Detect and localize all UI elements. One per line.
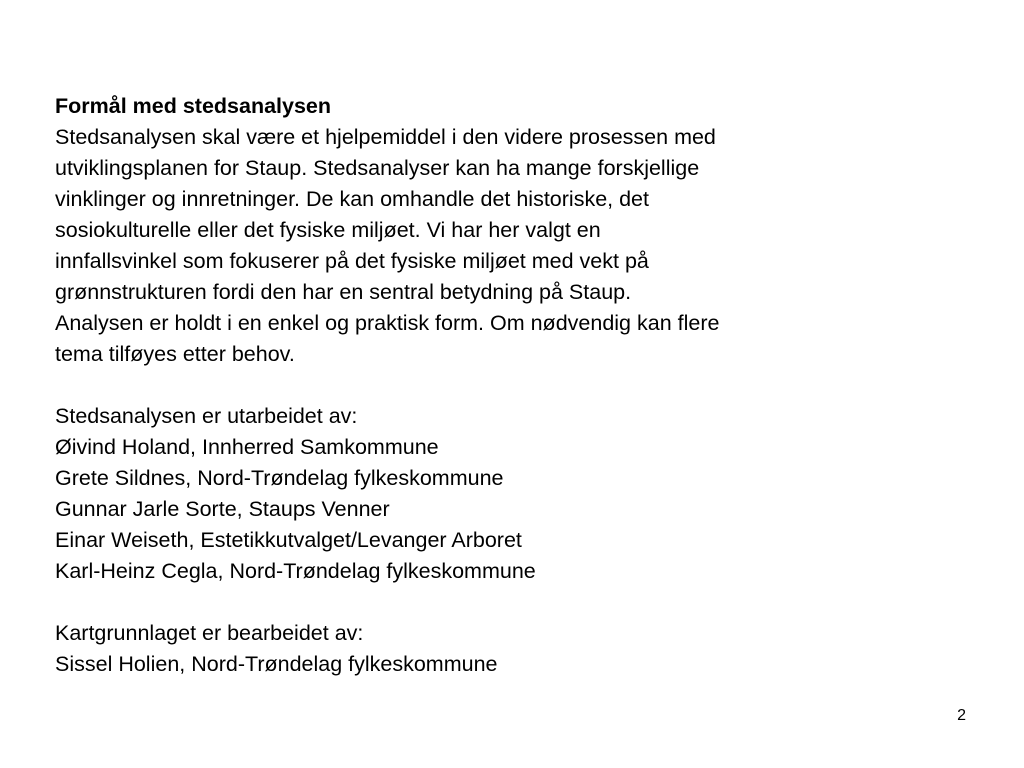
purpose-line: sosiokulturelle eller det fysiske miljøet. Vi har her valgt en: [55, 218, 601, 242]
purpose-line: utviklingsplanen for Staup. Stedsanalyser kan ha mange forskjellige: [55, 156, 700, 180]
author-line: Grete Sildnes, Nord-Trøndelag fylkeskommune: [55, 466, 504, 490]
paragraph-spacer: [55, 587, 955, 618]
author-line: Øivind Holand, Innherred Samkommune: [55, 435, 439, 459]
purpose-line: innfallsvinkel som fokuserer på det fysiske miljøet med vekt på: [55, 249, 649, 273]
map-credit: Sissel Holien, Nord-Trøndelag fylkeskommune: [55, 652, 498, 676]
purpose-line: grønnstrukturen fordi den har en sentral betydning på Staup.: [55, 280, 632, 304]
purpose-line: Stedsanalysen skal være et hjelpemiddel i den videre prosessen med: [55, 125, 716, 149]
purpose-line: vinklinger og innretninger. De kan omhandle det historiske, det: [55, 187, 649, 211]
author-line: Einar Weiseth, Estetikkutvalget/Levanger Arboret: [55, 528, 522, 552]
section-heading: Formål med stedsanalysen: [55, 94, 332, 118]
page-number: 2: [957, 707, 966, 724]
map-intro: Kartgrunnlaget er bearbeidet av:: [55, 621, 364, 645]
paragraph-spacer: [55, 370, 955, 401]
authors-intro: Stedsanalysen er utarbeidet av:: [55, 404, 358, 428]
slide-body: [55, 91, 955, 680]
author-line: Gunnar Jarle Sorte, Staups Venner: [55, 497, 390, 521]
purpose-line: Analysen er holdt i en enkel og praktisk form. Om nødvendig kan flere: [55, 311, 720, 335]
purpose-line: tema tilføyes etter behov.: [55, 342, 295, 366]
author-line: Karl-Heinz Cegla, Nord-Trøndelag fylkeskommune: [55, 559, 536, 583]
